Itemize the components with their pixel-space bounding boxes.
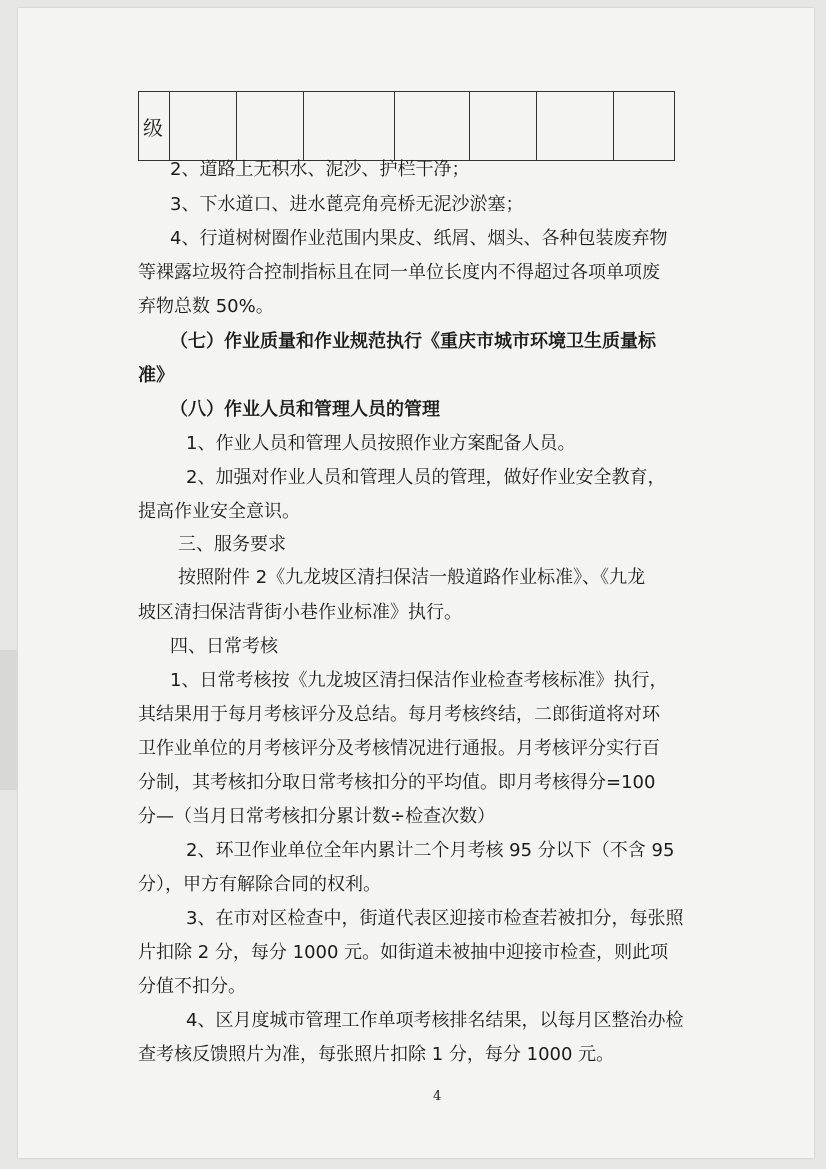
text-line: 分制，其考核扣分取日常考核扣分的平均值。即月考核得分=100 xyxy=(138,772,656,793)
page-number: 4 xyxy=(433,1089,442,1104)
text-line: 卫作业单位的月考核评分及考核情况进行通报。月考核评分实行百 xyxy=(138,738,660,759)
table-cell xyxy=(614,92,675,161)
text-line: 按照附件 2《九龙坡区清扫保洁一般道路作业标准》、《九龙 xyxy=(178,567,646,588)
text-line: 分），甲方有解除合同的权利。 xyxy=(138,874,381,895)
table-cell xyxy=(237,92,304,161)
text-line: 三、服务要求 xyxy=(178,534,286,555)
text-line: 弃物总数 50%。 xyxy=(138,296,274,317)
text-line: 2、环卫作业单位全年内累计二个月考核 95 分以下（不含 95 xyxy=(186,840,675,861)
table-cell xyxy=(304,92,395,161)
text-line: 1、作业人员和管理人员按照作业方案配备人员。 xyxy=(186,433,576,454)
text-line: 准》 xyxy=(138,365,174,386)
text-line: 3、在市对区检查中，街道代表区迎接市检查若被扣分，每张照 xyxy=(186,908,684,929)
text-line: 等裸露垃圾符合控制指标且在同一单位长度内不得超过各项单项废 xyxy=(138,262,660,283)
text-line: 4、行道树树圈作业范围内果皮、纸屑、烟头、各种包装废弃物 xyxy=(170,228,668,249)
table-cell xyxy=(395,92,470,161)
text-line: 片扣除 2 分，每分 1000 元。如街道未被抽中迎接市检查，则此项 xyxy=(138,942,669,963)
text-line: 3、下水道口、进水蓖亮角亮桥无泥沙淤塞； xyxy=(170,194,524,215)
table-cell xyxy=(470,92,537,161)
table-cell-grade: 级 xyxy=(139,92,170,161)
text-line: 坡区清扫保洁背街小巷作业标准》执行。 xyxy=(138,602,462,623)
text-line: 提高作业安全意识。 xyxy=(138,501,300,522)
text-line: 分值不扣分。 xyxy=(138,976,246,997)
text-line: （八）作业人员和管理人员的管理 xyxy=(170,399,440,420)
text-line: 2、道路上无积水、泥沙、护栏干净； xyxy=(170,159,470,180)
scan-shadow xyxy=(0,650,18,790)
text-line: 2、加强对作业人员和管理人员的管理，做好作业安全教育， xyxy=(186,467,666,488)
text-line: 4、区月度城市管理工作单项考核排名结果，以每月区整治办检 xyxy=(186,1010,684,1031)
table-cell xyxy=(170,92,237,161)
text-line: 四、日常考核 xyxy=(170,636,278,657)
text-line: （七）作业质量和作业规范执行《重庆市城市环境卫生质量标 xyxy=(170,331,656,352)
table-row xyxy=(139,92,675,161)
text-line: 1、日常考核按《九龙坡区清扫保洁作业检查考核标准》执行， xyxy=(170,670,668,691)
header-table-fragment xyxy=(138,91,675,161)
table-cell xyxy=(537,92,614,161)
text-line: 查考核反馈照片为准，每张照片扣除 1 分，每分 1000 元。 xyxy=(138,1044,615,1065)
text-line: 分—（当月日常考核扣分累计数÷检查次数） xyxy=(138,806,496,827)
text-line: 其结果用于每月考核评分及总结。每月考核终结，二郎街道将对环 xyxy=(138,704,660,725)
